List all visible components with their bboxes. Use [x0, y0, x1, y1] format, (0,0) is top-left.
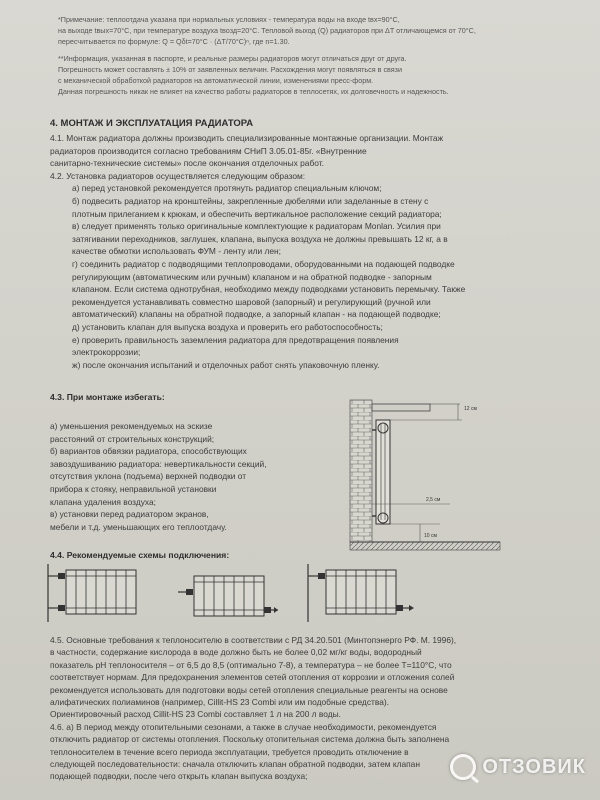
text-line: 4.5. Основные требования к теплоносителю в соответствии с РД 34.20.501 (Минтопэнерго РФ. М. 1996), — [50, 635, 457, 645]
text-line: Ориентировочный расход Cillit-HS 23 Combi составляет 1 л на 200 л воды. — [50, 709, 341, 720]
floor-slab — [350, 542, 500, 550]
text-line: регулирующим (автоматическим или ручным) клапаном и на обратной подводке - запорным — [72, 271, 432, 282]
list-item-b — [72, 195, 580, 220]
note2-line: **Информация, указанная в паспорте, и реальные размеры радиаторов могут отличаться друг от друга. — [58, 54, 407, 63]
note2-line: Погрешность может составлять ± 10% от заявленных величин. Расхождения могут появляться в связи — [58, 65, 402, 74]
avoid-item-c — [50, 508, 340, 533]
text-line: клапана удаления воздуха; — [50, 496, 156, 507]
text-line: рекомендуется использовать для подготовки воды сетей отопления специальные реагенты на основе — [50, 684, 448, 695]
section-4-body — [50, 132, 580, 371]
text-line: рекомендуется устанавливать совместно шаровой (запорный) и регулирующий (ручной или — [72, 296, 431, 307]
scheme-bottom-connection — [178, 576, 278, 616]
text-line: расстояний от строительных конструкций; — [50, 433, 215, 444]
avoid-item-a — [50, 420, 340, 445]
connection-schemes — [44, 562, 444, 624]
text-line: затягивании переходников, заглушек, клапана, выпуска воздуха не должны превышать 12 кг, а в — [72, 233, 448, 244]
text-line: в частности, содержание кислорода в воде должно быть не более 0,02 мг/кг воды, водородный — [50, 647, 422, 658]
text-line: качестве обмотки использовать ФУМ - ленту или лен; — [72, 246, 282, 257]
list-4-2 — [50, 182, 580, 371]
text-line: плотным прилеганием к крюкам, и обеспечить вертикальное расположение секций радиатора; — [72, 208, 442, 219]
list-item-c — [72, 220, 580, 258]
text-line: показатель pH теплоносителя – от 6,5 до 8,5 (оптимально 7-8), а температура – не более T=110°С, что — [50, 659, 452, 670]
footnotes — [58, 14, 578, 103]
site-watermark — [450, 754, 586, 780]
note-tolerance — [58, 53, 578, 97]
dim-top-label: 12 см — [464, 406, 477, 412]
text-line: 4.1. Монтаж радиатора должны производить специализированные монтажные организации. Монтаж — [50, 133, 444, 143]
note1-line: на выходе tвых=70°С, при температуре воздуха tвозд=20°С. Тепловой выход (Q) радиаторов при ΔT отличающемся от 70°С, — [58, 26, 476, 35]
text-line: автоматический) клапаны на обратной подводке, а запорный клапан - на подающей подводке; — [72, 309, 441, 320]
scheme-diagonal-connection — [308, 564, 414, 622]
text-line: 4.6. а) В период между отопительными сезонами, а также в случае необходимости, рекомендуется — [50, 721, 437, 732]
text-line: отсутствия уклона (подъема) верхней подводки от — [50, 471, 247, 482]
note2-line: с механической обработкой радиаторов на автоматической линии, изменениями пресс-форм. — [58, 76, 374, 85]
text-line: радиаторов производится согласно требованиям СНиП 3.05.01-85г. «Внутренние — [50, 145, 367, 156]
magnifier-icon — [450, 754, 476, 780]
section-4-3-title: 4.3. При монтаже избегать: — [50, 392, 165, 402]
window-sill — [372, 404, 430, 411]
note1-line: *Примечание: теплоотдача указана при нормальных условиях - температура воды на входе tвх=90°С, — [58, 15, 400, 24]
text-line: б) подвесить радиатор на кронштейны, закрепленные дюбелями или заделанные в стену с — [72, 195, 429, 206]
installation-diagram — [340, 396, 580, 556]
text-line: е) проверить правильность заземления радиатора для предотвращения появления — [72, 334, 399, 345]
text-line: в) установки перед радиатором экранов, — [50, 509, 209, 520]
text-line: прибора к стояку, неправильной установки — [50, 483, 217, 494]
dim-floor-label: 10 см — [424, 533, 437, 539]
section-4-title: 4. МОНТАЖ И ЭКСПЛУАТАЦИЯ РАДИАТОРА — [50, 118, 254, 129]
note-temperature — [58, 14, 578, 47]
dim-wall-label: 2,5 см — [426, 497, 441, 503]
list-item-e — [72, 334, 580, 359]
section-4-3-body — [50, 420, 340, 533]
p-4-2: 4.2. Установка радиаторов осуществляется следующим образом: — [50, 170, 306, 181]
text-line: теплоносителем в течение всего периода эксплуатации, требуется проводить отключение в — [50, 746, 409, 757]
note2-line: Данная погрешность никак не влияет на качество работы радиаторов в теплосетях, их долговечность и надежность. — [58, 87, 449, 96]
section-4-4-title: 4.4. Рекомендуемые схемы подключения: — [50, 550, 230, 560]
text-line: завоздушиванию радиатора: невертикальности секций, — [50, 458, 267, 469]
text-line: в) следует применять только оригинальные комплектующие к радиаторам Monlan. Усилия при — [72, 221, 441, 232]
text-line: клапаном. Если система однотрубная, необходимо между подводками установить перемычку. Также — [72, 284, 466, 295]
text-line: г) соединить радиатор с подводящими теплопроводами, оборудованными на подающей подводке — [72, 258, 455, 269]
text-line: а) уменьшения рекомендуемых на эскизе — [50, 421, 213, 431]
avoid-item-b — [50, 445, 340, 508]
p-4-1 — [50, 132, 580, 170]
text-line: мебели и т.д. уменьшающих его теплоотдачу. — [50, 521, 227, 532]
text-line: соответствует нормам. Для предохранения элементов сетей отопления от коррозии и отложения солей — [50, 672, 455, 683]
text-line: отключить радиатор от системы отопления. Поскольку отопительная система должна быть заполнена — [50, 734, 450, 745]
p-4-5 — [50, 634, 585, 721]
text-line: алифатических полиаминов (например, Cillit-HS 23 Combi или им подобные средства). — [50, 697, 389, 708]
list-item-g — [72, 258, 580, 321]
scheme-side-connection — [48, 564, 136, 622]
watermark-text: ОТЗОВИК — [482, 755, 586, 778]
list-item-d: д) установить клапан для выпуска воздуха и проверить его работоспособность; — [72, 321, 383, 332]
text-line: электрокоррозии; — [72, 347, 141, 358]
radiator-side-view — [372, 420, 390, 524]
note1-line: пересчитывается по формуле: Q = Qδt=70°С · (ΔT/70°С)ⁿ, где n=1.30. — [58, 37, 290, 46]
text-line: подающей подводки, после чего открыть клапан выпуска воздуха; — [50, 771, 308, 782]
text-line: санитарно-технические системы» после окончания отделочных работ. — [50, 158, 324, 169]
list-item-zh: ж) после окончания испытаний и отделочных работ снять упаковочную пленку. — [72, 359, 380, 370]
text-line: следующей последовательности: сначала отключить клапан обратной подводки, затем клапан — [50, 759, 420, 770]
list-item-a: а) перед установкой рекомендуется протянуть радиатор специальным ключом; — [72, 183, 382, 194]
text-line: б) вариантов обвязки радиатора, способствующих — [50, 446, 247, 457]
wall-section — [350, 400, 372, 542]
